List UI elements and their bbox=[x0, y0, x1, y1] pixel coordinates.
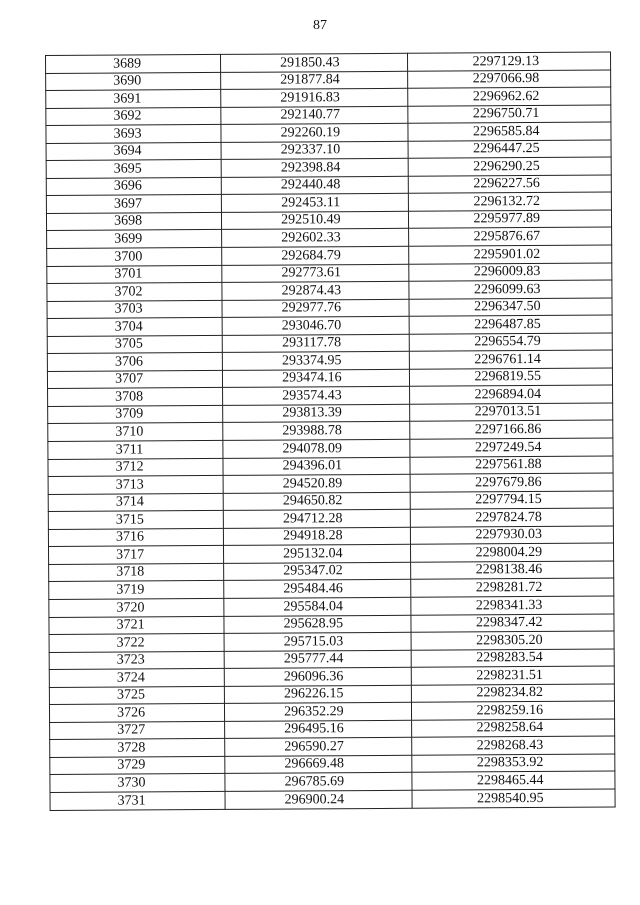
y-coordinate-cell: 2296750.71 bbox=[407, 105, 611, 124]
point-number-cell: 3723 bbox=[49, 651, 224, 670]
x-coordinate-cell: 292440.48 bbox=[221, 176, 408, 195]
y-coordinate-cell: 2298138.46 bbox=[410, 561, 614, 580]
x-coordinate-cell: 291916.83 bbox=[221, 88, 408, 107]
y-coordinate-cell: 2296554.79 bbox=[409, 333, 613, 352]
y-coordinate-cell: 2297561.88 bbox=[410, 456, 614, 475]
y-coordinate-cell: 2296009.83 bbox=[408, 263, 612, 282]
y-coordinate-cell: 2298305.20 bbox=[411, 631, 615, 650]
y-coordinate-cell: 2296447.25 bbox=[408, 140, 612, 159]
x-coordinate-cell: 295132.04 bbox=[224, 545, 411, 564]
x-coordinate-cell: 294712.28 bbox=[223, 509, 410, 528]
x-coordinate-cell: 295715.03 bbox=[224, 632, 411, 651]
y-coordinate-cell: 2298281.72 bbox=[410, 578, 614, 597]
point-number-cell: 3692 bbox=[46, 107, 221, 126]
x-coordinate-cell: 294078.09 bbox=[223, 439, 410, 458]
point-number-cell: 3705 bbox=[47, 335, 222, 354]
point-number-cell: 3709 bbox=[48, 405, 223, 424]
x-coordinate-cell: 291877.84 bbox=[221, 71, 408, 90]
x-coordinate-cell: 293813.39 bbox=[223, 404, 410, 423]
coordinate-table-body bbox=[46, 52, 616, 810]
coordinate-table-wrapper bbox=[45, 52, 616, 811]
y-coordinate-cell: 2295977.89 bbox=[408, 210, 612, 229]
point-number-cell: 3689 bbox=[46, 54, 221, 73]
point-number-cell: 3704 bbox=[47, 318, 222, 337]
point-number-cell: 3690 bbox=[46, 72, 221, 91]
point-number-cell: 3711 bbox=[48, 440, 223, 459]
point-number-cell: 3713 bbox=[48, 476, 223, 495]
x-coordinate-cell: 292398.84 bbox=[221, 159, 408, 178]
x-coordinate-cell: 293117.78 bbox=[222, 334, 409, 353]
x-coordinate-cell: 292773.61 bbox=[222, 264, 409, 283]
y-coordinate-cell: 2297249.54 bbox=[409, 438, 613, 457]
y-coordinate-cell: 2297824.78 bbox=[410, 508, 614, 527]
y-coordinate-cell: 2295901.02 bbox=[408, 245, 612, 264]
x-coordinate-cell: 292337.10 bbox=[221, 141, 408, 160]
y-coordinate-cell: 2297066.98 bbox=[407, 70, 611, 89]
y-coordinate-cell: 2298465.44 bbox=[411, 771, 615, 790]
x-coordinate-cell: 295628.95 bbox=[224, 615, 411, 634]
point-number-cell: 3710 bbox=[48, 423, 223, 442]
x-coordinate-cell: 293046.70 bbox=[222, 316, 409, 335]
x-coordinate-cell: 294918.28 bbox=[224, 527, 411, 546]
y-coordinate-cell: 2297166.86 bbox=[409, 421, 613, 440]
y-coordinate-cell: 2296585.84 bbox=[408, 122, 612, 141]
y-coordinate-cell: 2297794.15 bbox=[410, 491, 614, 510]
y-coordinate-cell: 2296099.63 bbox=[408, 280, 612, 299]
y-coordinate-cell: 2296761.14 bbox=[409, 350, 613, 369]
x-coordinate-cell: 296785.69 bbox=[225, 773, 412, 792]
y-coordinate-cell: 2298231.51 bbox=[411, 666, 615, 685]
x-coordinate-cell: 293474.16 bbox=[223, 369, 410, 388]
point-number-cell: 3717 bbox=[49, 546, 224, 565]
y-coordinate-cell: 2296487.85 bbox=[409, 315, 613, 334]
point-number-cell: 3694 bbox=[46, 142, 221, 161]
y-coordinate-cell: 2298004.29 bbox=[410, 543, 614, 562]
y-coordinate-cell: 2296290.25 bbox=[408, 157, 612, 176]
x-coordinate-cell: 295347.02 bbox=[224, 562, 411, 581]
y-coordinate-cell: 2298258.64 bbox=[411, 719, 615, 738]
point-number-cell: 3724 bbox=[49, 669, 224, 688]
point-number-cell: 3730 bbox=[50, 774, 225, 793]
x-coordinate-cell: 292140.77 bbox=[221, 106, 408, 125]
point-number-cell: 3691 bbox=[46, 90, 221, 109]
x-coordinate-cell: 294520.89 bbox=[223, 474, 410, 493]
x-coordinate-cell: 292874.43 bbox=[222, 281, 409, 300]
y-coordinate-cell: 2298347.42 bbox=[411, 614, 615, 633]
point-number-cell: 3697 bbox=[46, 195, 221, 214]
point-number-cell: 3707 bbox=[47, 370, 222, 389]
point-number-cell: 3725 bbox=[49, 686, 224, 705]
x-coordinate-cell: 294650.82 bbox=[223, 492, 410, 511]
x-coordinate-cell: 296900.24 bbox=[225, 790, 412, 809]
x-coordinate-cell: 292977.76 bbox=[222, 299, 409, 318]
point-number-cell: 3726 bbox=[49, 704, 224, 723]
point-number-cell: 3698 bbox=[46, 212, 221, 231]
x-coordinate-cell: 291850.43 bbox=[221, 53, 408, 72]
table-row bbox=[50, 789, 615, 810]
point-number-cell: 3722 bbox=[49, 633, 224, 652]
point-number-cell: 3703 bbox=[47, 300, 222, 319]
x-coordinate-cell: 296352.29 bbox=[225, 703, 412, 722]
y-coordinate-cell: 2296227.56 bbox=[408, 175, 612, 194]
x-coordinate-cell: 296590.27 bbox=[225, 738, 412, 757]
y-coordinate-cell: 2295876.67 bbox=[408, 228, 612, 247]
point-number-cell: 3700 bbox=[47, 247, 222, 266]
point-number-cell: 3701 bbox=[47, 265, 222, 284]
y-coordinate-cell: 2297013.51 bbox=[409, 403, 613, 422]
y-coordinate-cell: 2296347.50 bbox=[409, 298, 613, 317]
point-number-cell: 3720 bbox=[49, 598, 224, 617]
x-coordinate-cell: 294396.01 bbox=[223, 457, 410, 476]
x-coordinate-cell: 292453.11 bbox=[221, 194, 408, 213]
y-coordinate-cell: 2296894.04 bbox=[409, 385, 613, 404]
point-number-cell: 3731 bbox=[50, 791, 225, 810]
x-coordinate-cell: 295484.46 bbox=[224, 580, 411, 599]
x-coordinate-cell: 295777.44 bbox=[224, 650, 411, 669]
x-coordinate-cell: 296669.48 bbox=[225, 755, 412, 774]
point-number-cell: 3702 bbox=[47, 283, 222, 302]
point-number-cell: 3719 bbox=[49, 581, 224, 600]
point-number-cell: 3729 bbox=[50, 756, 225, 775]
x-coordinate-cell: 295584.04 bbox=[224, 597, 411, 616]
x-coordinate-cell: 292510.49 bbox=[222, 211, 409, 230]
y-coordinate-cell: 2298341.33 bbox=[410, 596, 614, 615]
y-coordinate-cell: 2296962.62 bbox=[407, 87, 611, 106]
x-coordinate-cell: 292684.79 bbox=[222, 246, 409, 265]
point-number-cell: 3696 bbox=[46, 177, 221, 196]
y-coordinate-cell: 2297679.86 bbox=[410, 473, 614, 492]
x-coordinate-cell: 296096.36 bbox=[224, 667, 411, 686]
point-number-cell: 3714 bbox=[48, 493, 223, 512]
x-coordinate-cell: 293374.95 bbox=[222, 352, 409, 371]
point-number-cell: 3712 bbox=[48, 458, 223, 477]
y-coordinate-cell: 2298540.95 bbox=[412, 789, 616, 808]
point-number-cell: 3727 bbox=[50, 721, 225, 740]
point-number-cell: 3693 bbox=[46, 125, 221, 144]
point-number-cell: 3695 bbox=[46, 160, 221, 179]
coordinate-table bbox=[45, 52, 616, 811]
y-coordinate-cell: 2298268.43 bbox=[411, 736, 615, 755]
point-number-cell: 3718 bbox=[49, 563, 224, 582]
page-number: 87 bbox=[313, 18, 327, 33]
point-number-cell: 3721 bbox=[49, 616, 224, 635]
point-number-cell: 3715 bbox=[48, 511, 223, 530]
y-coordinate-cell: 2298234.82 bbox=[411, 684, 615, 703]
x-coordinate-cell: 296226.15 bbox=[224, 685, 411, 704]
y-coordinate-cell: 2298283.54 bbox=[411, 649, 615, 668]
y-coordinate-cell: 2297930.03 bbox=[410, 526, 614, 545]
point-number-cell: 3706 bbox=[47, 353, 222, 372]
y-coordinate-cell: 2298259.16 bbox=[411, 701, 615, 720]
x-coordinate-cell: 293574.43 bbox=[223, 387, 410, 406]
y-coordinate-cell: 2296819.55 bbox=[409, 368, 613, 387]
y-coordinate-cell: 2297129.13 bbox=[407, 52, 611, 71]
point-number-cell: 3699 bbox=[47, 230, 222, 249]
point-number-cell: 3716 bbox=[48, 528, 223, 547]
y-coordinate-cell: 2296132.72 bbox=[408, 192, 612, 211]
x-coordinate-cell: 292260.19 bbox=[221, 123, 408, 142]
y-coordinate-cell: 2298353.92 bbox=[411, 754, 615, 773]
x-coordinate-cell: 292602.33 bbox=[222, 229, 409, 248]
x-coordinate-cell: 293988.78 bbox=[223, 422, 410, 441]
point-number-cell: 3728 bbox=[50, 739, 225, 758]
point-number-cell: 3708 bbox=[48, 388, 223, 407]
x-coordinate-cell: 296495.16 bbox=[225, 720, 412, 739]
